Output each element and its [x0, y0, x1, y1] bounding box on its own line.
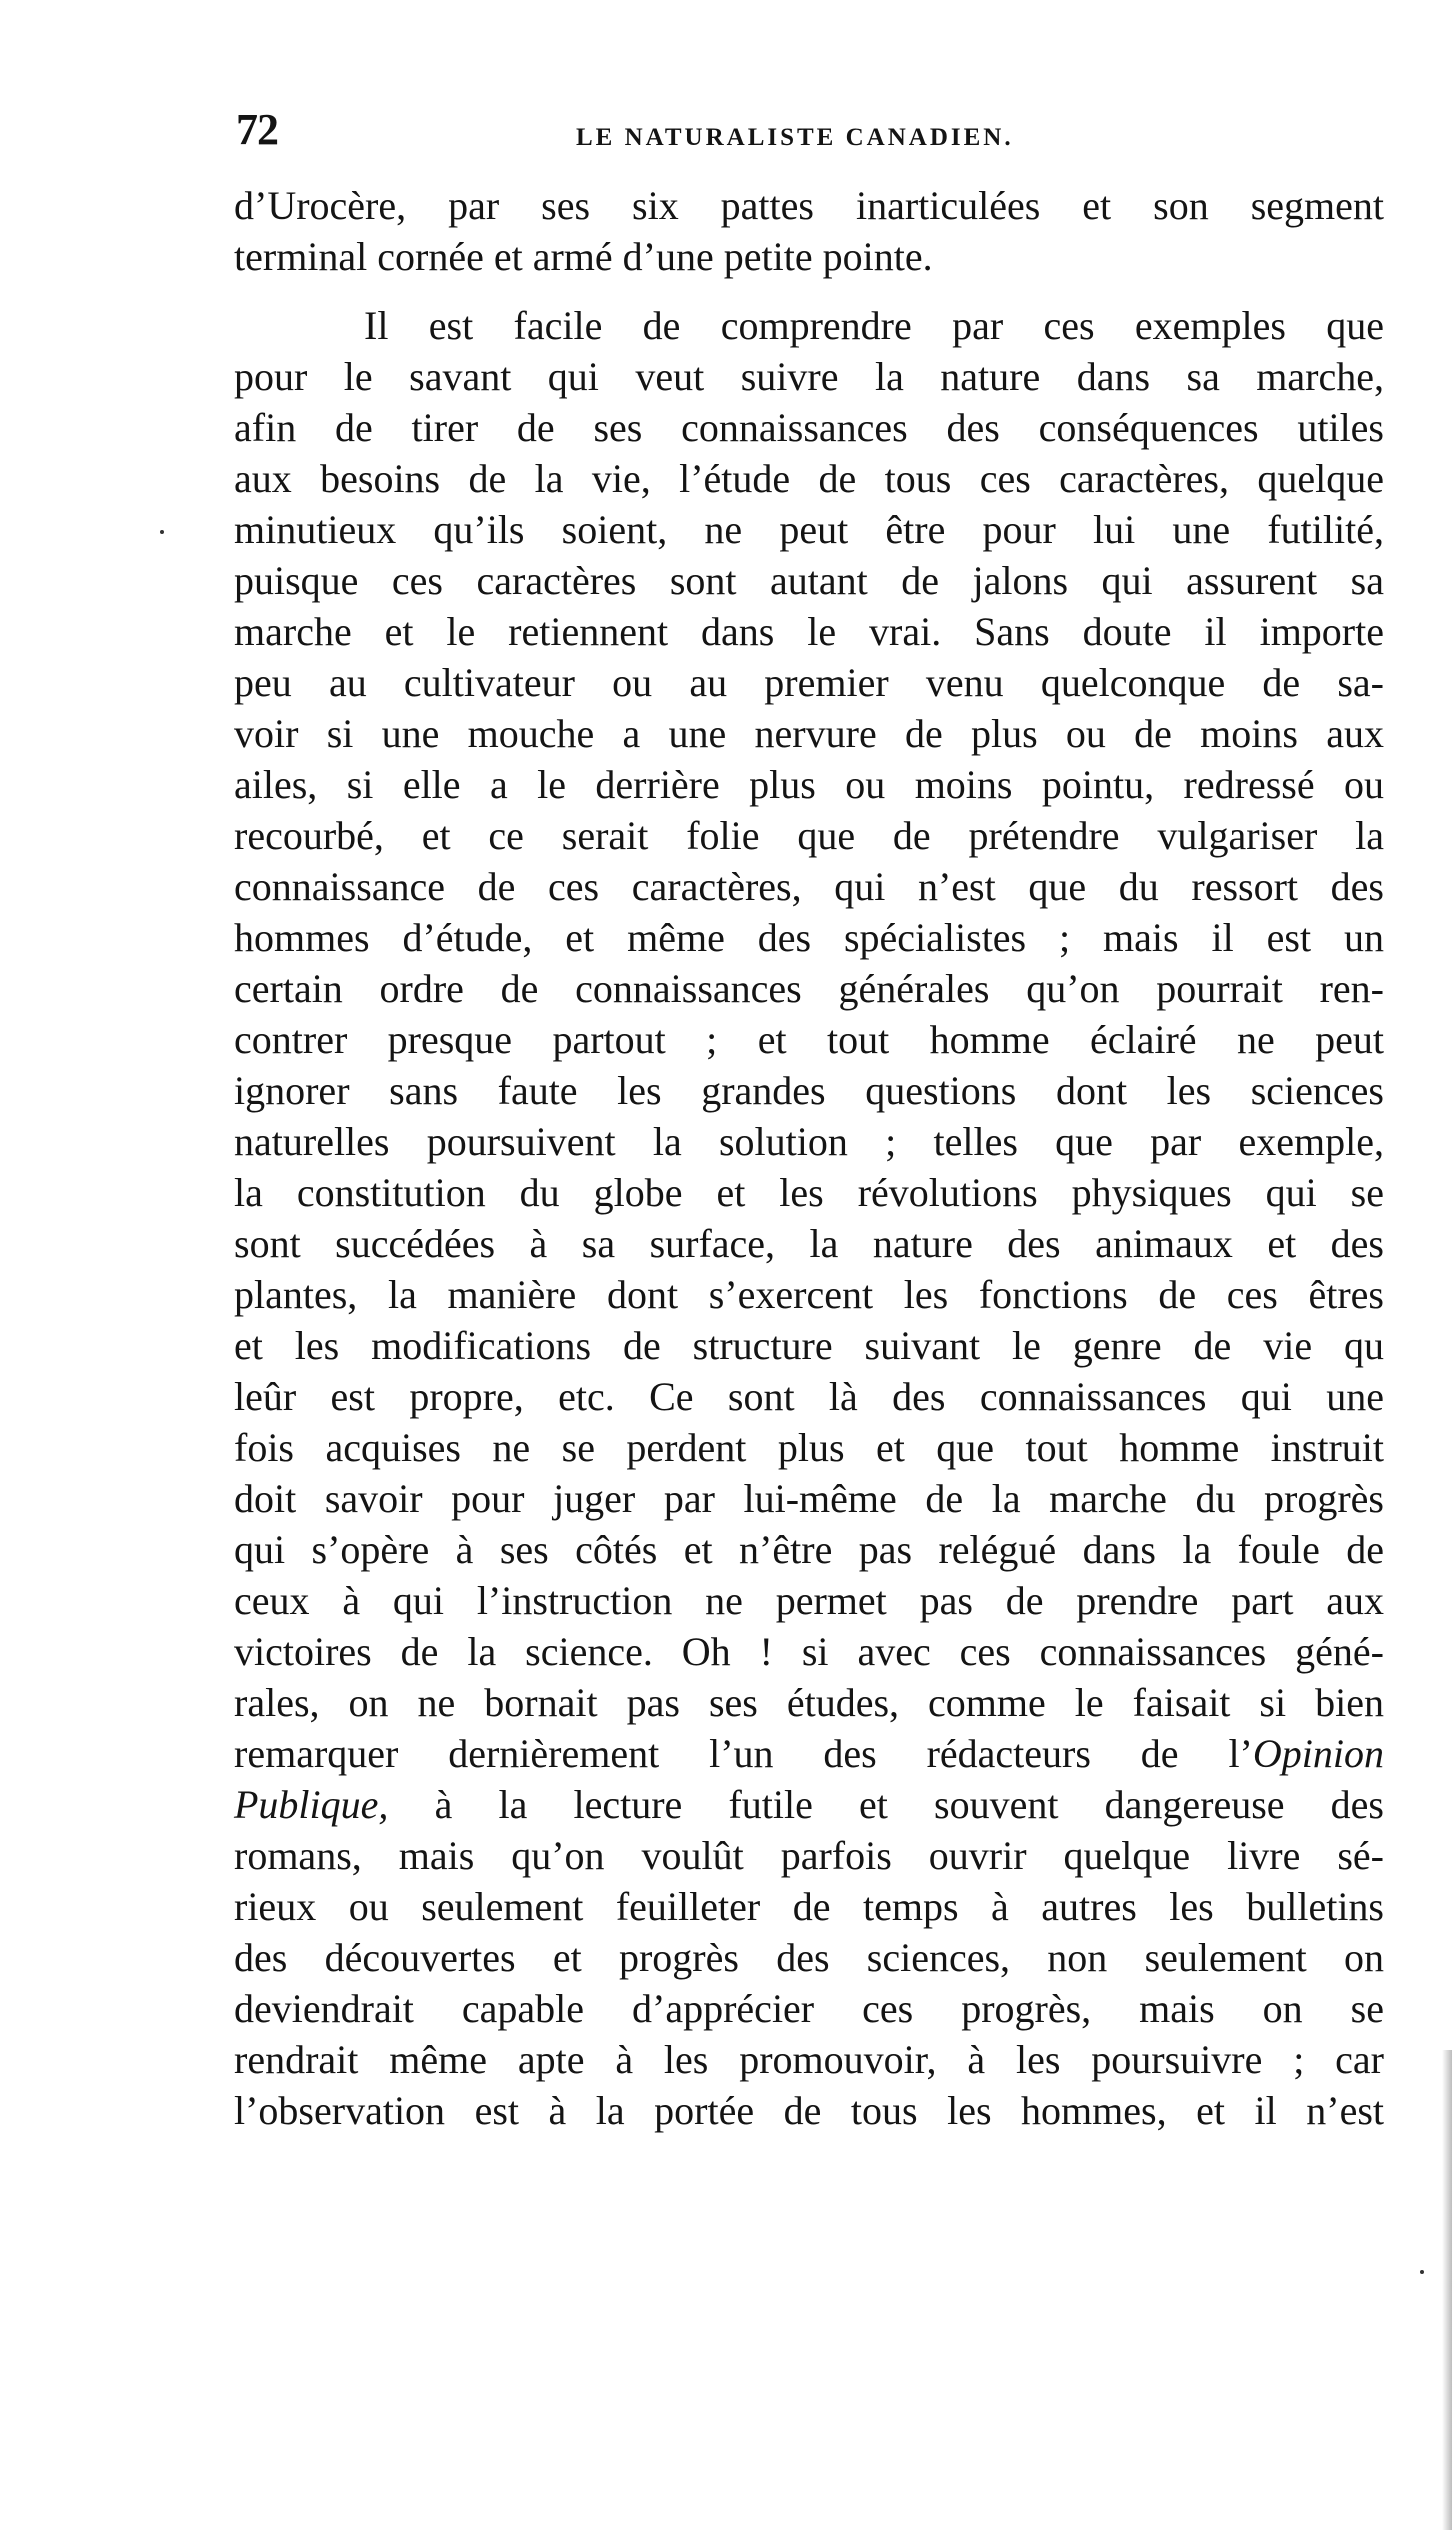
text-line	[234, 1728, 1384, 1779]
text-line: ailes, si elle a le derrière plus ou moins pointu, redressé ou	[234, 762, 1384, 807]
text-line: ignorer sans faute les grandes questions dont les sciences	[234, 1068, 1384, 1113]
page-binding-edge	[1442, 2050, 1452, 2530]
text-line: victoires de la science. Oh ! si avec ces connaissances géné-	[234, 1629, 1384, 1674]
text-line: des découvertes et progrès des sciences, non seulement on	[234, 1935, 1384, 1980]
paragraph-gap	[234, 282, 1384, 300]
text-line: voir si une mouche a une nervure de plus ou de moins aux	[234, 711, 1384, 756]
text-line: la constitution du globe et les révolutions physiques qui se	[234, 1170, 1384, 1215]
text-line: terminal cornée et armé d’une petite pointe.	[234, 234, 933, 279]
text-line: naturelles poursuivent la solution ; telles que par exemple,	[234, 1119, 1384, 1164]
text-line: hommes d’étude, et même des spécialistes ; mais il est un	[234, 915, 1384, 960]
text-line: puisque ces caractères sont autant de jalons qui assurent sa	[234, 558, 1384, 603]
paragraph-1	[234, 180, 1384, 282]
text-line: afin de tirer de ses connaissances des conséquences utiles	[234, 405, 1384, 450]
text-line: d’Urocère, par ses six pattes inarticulées et son segment	[234, 183, 1384, 228]
text-line: romans, mais qu’on voulût parfois ouvrir quelque livre sé-	[234, 1833, 1384, 1878]
text-line: marche et le retiennent dans le vrai. Sans doute il importe	[234, 609, 1384, 654]
text-line: minutieux qu’ils soient, ne peut être pour lui une futilité,	[234, 507, 1384, 552]
ink-speck	[1420, 2270, 1424, 2274]
text-line: connaissance de ces caractères, qui n’est que du ressort des	[234, 864, 1384, 909]
text-line: sont succédées à sa surface, la nature des animaux et des	[234, 1221, 1384, 1266]
line-segment: remarquer dernièrement l’un des rédacteurs de l’	[234, 1731, 1253, 1776]
text-line: rales, on ne bornait pas ses études, comme le faisait si bien	[234, 1680, 1384, 1725]
text-line: fois acquises ne se perdent plus et que tout homme instruit	[234, 1425, 1384, 1470]
text-line: certain ordre de connaissances générales qu’on pourrait ren-	[234, 966, 1384, 1011]
body-text	[234, 180, 1384, 2136]
text-line	[234, 1779, 1384, 1830]
text-line: deviendrait capable d’apprécier ces progrès, mais on se	[234, 1986, 1384, 2031]
text-line: leûr est propre, etc. Ce sont là des connaissances qui une	[234, 1374, 1384, 1419]
text-line: Il est facile de comprendre par ces exemples que	[364, 303, 1384, 348]
journal-title: LE NATURALISTE CANADIEN.	[576, 124, 1014, 151]
running-head	[236, 100, 1386, 160]
text-line: doit savoir pour juger par lui-même de la marche du progrès	[234, 1476, 1384, 1521]
text-line: pour le savant qui veut suivre la nature dans sa marche,	[234, 354, 1384, 399]
text-line: qui s’opère à ses côtés et n’être pas relégué dans la foule de	[234, 1527, 1384, 1572]
italic-term: Publique,	[234, 1782, 389, 1827]
text-line: plantes, la manière dont s’exercent les fonctions de ces êtres	[234, 1272, 1384, 1317]
text-line: l’observation est à la portée de tous les hommes, et il n’est	[234, 2088, 1384, 2133]
italic-term: Opinion	[1252, 1731, 1384, 1776]
page-number: 72	[236, 105, 278, 154]
text-line: ceux à qui l’instruction ne permet pas de prendre part aux	[234, 1578, 1384, 1623]
line-segment: à la lecture futile et souvent dangereuse des	[388, 1782, 1384, 1827]
text-line: contrer presque partout ; et tout homme éclairé ne peut	[234, 1017, 1384, 1062]
text-line: aux besoins de la vie, l’étude de tous ces caractères, quelque	[234, 456, 1384, 501]
text-line: recourbé, et ce serait folie que de prétendre vulgariser la	[234, 813, 1384, 858]
paragraph-2	[234, 300, 1384, 2136]
text-line: rieux ou seulement feuilleter de temps à autres les bulletins	[234, 1884, 1384, 1929]
ink-speck	[160, 530, 164, 534]
text-line: rendrait même apte à les promouvoir, à les poursuivre ; car	[234, 2037, 1384, 2082]
text-line: peu au cultivateur ou au premier venu quelconque de sa-	[234, 660, 1384, 705]
text-line: et les modifications de structure suivant le genre de vie qu	[234, 1323, 1384, 1368]
